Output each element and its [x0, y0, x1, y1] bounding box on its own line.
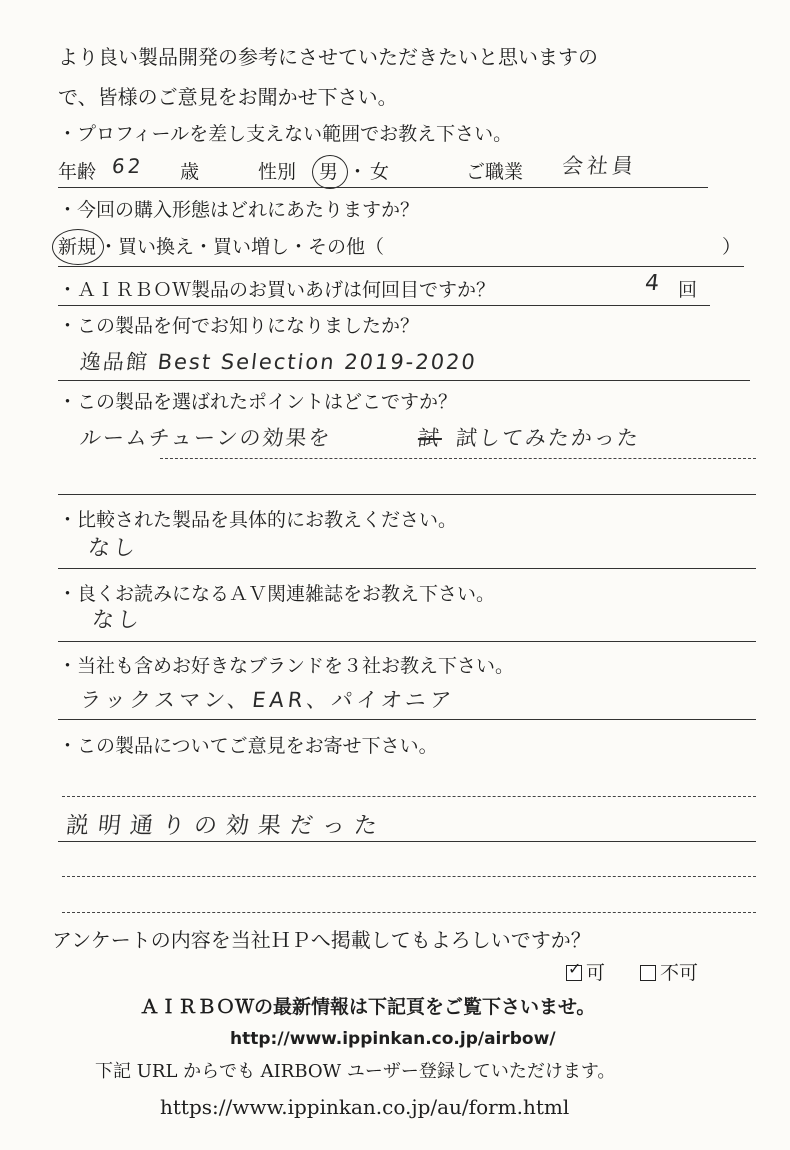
consent-yes-checkbox[interactable]: [566, 959, 582, 981]
purchase-type-question: ・今回の購入形態はどれにあたりますか？: [58, 199, 420, 221]
profile-question: ・プロフィールを差し支えない範囲でお教え下さい。: [58, 123, 513, 145]
opinion-rule-2: [58, 841, 756, 842]
check-mark-icon: ✓: [568, 959, 582, 978]
consent-no-label: 不可: [660, 962, 699, 984]
age-value: 62: [110, 154, 145, 178]
footer-headline: ＡＩＲＢＯＷの最新情報は下記頁をご覧下さいませ。: [140, 996, 596, 1018]
compared-answer: なし: [86, 536, 140, 561]
intro-line-1: より良い製品開発の参考にさせていただきたいと思いますの: [58, 45, 598, 69]
occupation-value: 会社員: [560, 154, 639, 178]
purchase-count-unit: 回: [678, 279, 698, 301]
reason-answer-b: 試してみたかった: [454, 426, 642, 450]
gender-male: 男: [319, 161, 339, 183]
age-label: 年齢: [58, 161, 97, 183]
occupation-label: ご職業: [466, 161, 524, 183]
opinion-rule-1: [62, 796, 756, 797]
brands-answer: ラックスマン、EAR、パイオニア: [78, 688, 457, 712]
footer-url-1[interactable]: http://www.ippinkan.co.jp/airbow/: [230, 1029, 556, 1049]
footer-register-text: 下記 URL からでも AIRBOW ユーザー登録していただけます。: [95, 1061, 616, 1082]
reason-question: ・この製品を選ばれたポイントはどこですか？: [58, 391, 458, 413]
gender-separator: ・: [348, 161, 368, 183]
magazines-rule: [58, 641, 756, 642]
reason-answer-a: ルームチューンの効果を: [78, 426, 333, 450]
purchase-other-options: ・買い換え・買い増し・その他（: [99, 236, 385, 258]
compared-question: ・比較された製品を具体的にお教えください。: [58, 509, 458, 531]
opinion-answer: 説明通りの効果だった: [64, 813, 388, 839]
reason-rule-2: [58, 494, 756, 495]
purchase-close-paren: ）: [722, 236, 742, 258]
purchase-count-question: ・ＡＩＲＢＯＷ製品のお買いあげは何回目ですか？: [58, 279, 496, 301]
gender-female: 女: [370, 161, 390, 183]
consent-question: アンケートの内容を当社ＨＰへ掲載してもよろしいですか？: [52, 928, 591, 952]
source-answer: 逸品館 Best Selection 2019-2020: [78, 350, 479, 374]
profile-rule: [58, 187, 708, 188]
purchase-count-rule: [58, 305, 710, 306]
purchase-new: 新規: [58, 236, 97, 258]
purchase-count-value: 4: [643, 271, 664, 296]
opinion-rule-4: [62, 912, 756, 913]
magazines-question: ・良くお読みになるＡＶ関連雑誌をお教え下さい。: [58, 583, 496, 605]
opinion-question: ・この製品についてご意見をお寄せ下さい。: [58, 735, 438, 757]
consent-no-checkbox[interactable]: [640, 965, 656, 981]
gender-label: 性別: [258, 161, 297, 183]
reason-rule-1: [160, 458, 756, 459]
footer-url-2[interactable]: https://www.ippinkan.co.jp/au/form.html: [160, 1095, 570, 1119]
reason-answer-struck: 試: [416, 426, 444, 450]
brands-rule: [58, 719, 756, 720]
opinion-rule-3: [62, 876, 756, 877]
age-unit: 歳: [180, 161, 200, 183]
magazines-answer: なし: [90, 608, 144, 633]
source-rule: [58, 380, 750, 381]
purchase-type-rule: [58, 266, 744, 267]
brands-question: ・当社も含めお好きなブランドを３社お教え下さい。: [58, 655, 515, 677]
compared-rule: [58, 568, 756, 569]
intro-line-2: で、皆様のご意見をお聞かせ下さい。: [58, 85, 398, 109]
consent-yes-label: 可: [586, 962, 606, 984]
source-question: ・この製品を何でお知りになりましたか？: [58, 315, 420, 337]
